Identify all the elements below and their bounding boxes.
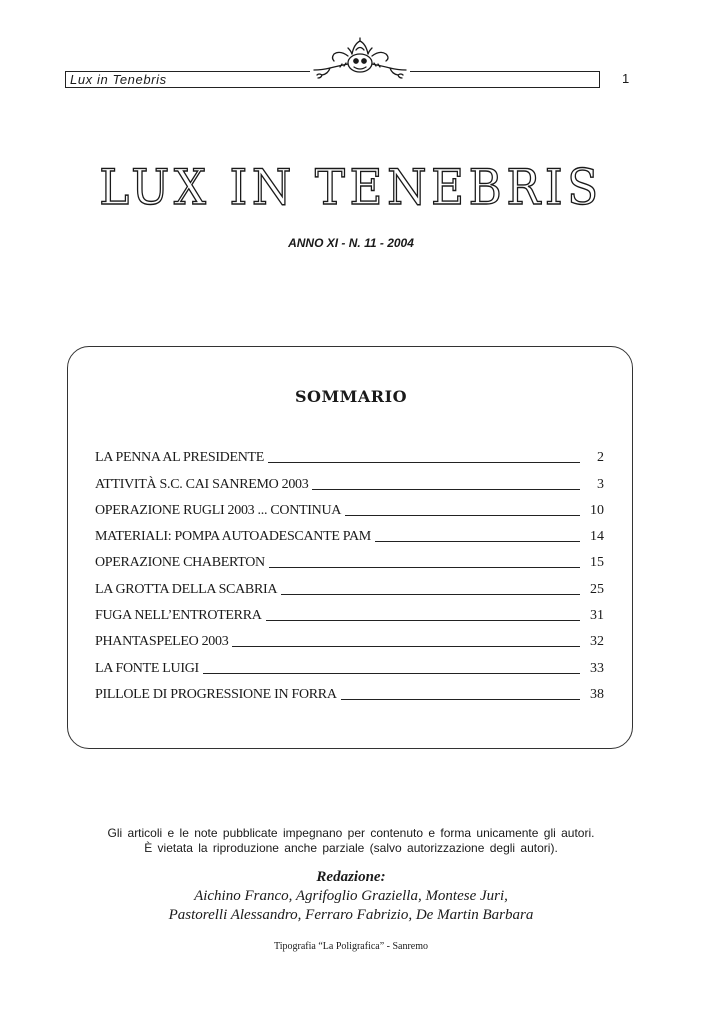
toc-entry-title: OPERAZIONE RUGLI 2003 ... CONTINUA	[95, 502, 342, 518]
page-number: 1	[622, 71, 630, 86]
toc-leader-line	[268, 461, 580, 463]
toc-entry[interactable]	[95, 441, 604, 467]
issue-line: ANNO XI - N. 11 - 2004	[288, 236, 414, 250]
toc-entry[interactable]	[95, 572, 604, 598]
toc-entry[interactable]	[95, 520, 604, 546]
toc-entry-page: 33	[590, 660, 604, 676]
toc-heading: SOMMARIO	[294, 387, 408, 406]
toc-entry-title: LA GROTTA DELLA SCABRIA	[95, 581, 278, 597]
toc-entry[interactable]	[95, 467, 604, 493]
toc-entry-page: 10	[590, 502, 604, 518]
toc-leader-line	[203, 672, 580, 674]
notice-line: È vietata la riproduzione anche parziale (salvo autorizzazione degli autori).	[144, 841, 558, 855]
toc-entry[interactable]	[95, 546, 604, 572]
copyright-notice	[0, 826, 702, 856]
toc-entry[interactable]	[95, 599, 604, 625]
toc-leader-line	[281, 593, 580, 595]
editors-line: Aichino Franco, Agrifoglio Graziella, Montese Juri,	[194, 888, 508, 904]
toc-leader-line	[312, 488, 580, 490]
toc-leader-line	[269, 566, 580, 568]
toc-entry-title: LA FONTE LUIGI	[95, 660, 199, 676]
toc-entry-page: 14	[590, 529, 604, 545]
editors-line: Pastorelli Alessandro, Ferraro Fabrizio, De Martin Barbara	[168, 907, 534, 923]
running-title: Lux in Tenebris	[70, 72, 167, 87]
toc-leader-line	[345, 514, 580, 516]
toc-entry-title: ATTIVITÀ S.C. CAI SANREMO 2003	[95, 476, 309, 492]
toc-entry-title: OPERAZIONE CHABERTON	[95, 555, 265, 571]
toc-list	[95, 441, 604, 704]
notice-line: Gli articoli e le note pubblicate impegnano per contenuto e forma unicamente gli autori.	[107, 826, 595, 840]
toc-leader-line	[266, 619, 580, 621]
editors-list	[0, 887, 702, 925]
toc-entry-title: MATERIALI: POMPA AUTOADESCANTE PAM	[95, 529, 371, 545]
toc-entry-title: FUGA NELL’ENTROTERRA	[95, 608, 262, 624]
toc-entry-page: 38	[590, 686, 604, 702]
toc-entry[interactable]	[95, 494, 604, 520]
toc-entry[interactable]	[95, 651, 604, 677]
toc-leader-line	[341, 698, 580, 700]
printer-credit: Tipografia “La Poligrafica” - Sanremo	[273, 941, 429, 952]
salamander-ornament-icon	[310, 36, 410, 80]
editorial-label: Redazione:	[316, 869, 386, 885]
toc-leader-line	[375, 540, 580, 542]
toc-entry-page: 31	[590, 608, 604, 624]
toc-entry-title: LA PENNA AL PRESIDENTE	[95, 450, 265, 466]
toc-entry-page: 32	[590, 634, 604, 650]
toc-entry-page: 15	[590, 555, 604, 571]
toc-entry-title: PILLOLE DI PROGRESSIONE IN FORRA	[95, 686, 337, 702]
toc-entry-page: 3	[597, 476, 604, 492]
toc-entry-title: PHANTASPELEO 2003	[95, 634, 229, 650]
toc-entry[interactable]	[95, 678, 604, 704]
masthead-title: LUX IN TENEBRIS	[99, 159, 603, 216]
toc-entry-page: 25	[590, 581, 604, 597]
toc-entry-page: 2	[597, 450, 604, 466]
toc-entry[interactable]	[95, 625, 604, 651]
toc-leader-line	[232, 645, 580, 647]
